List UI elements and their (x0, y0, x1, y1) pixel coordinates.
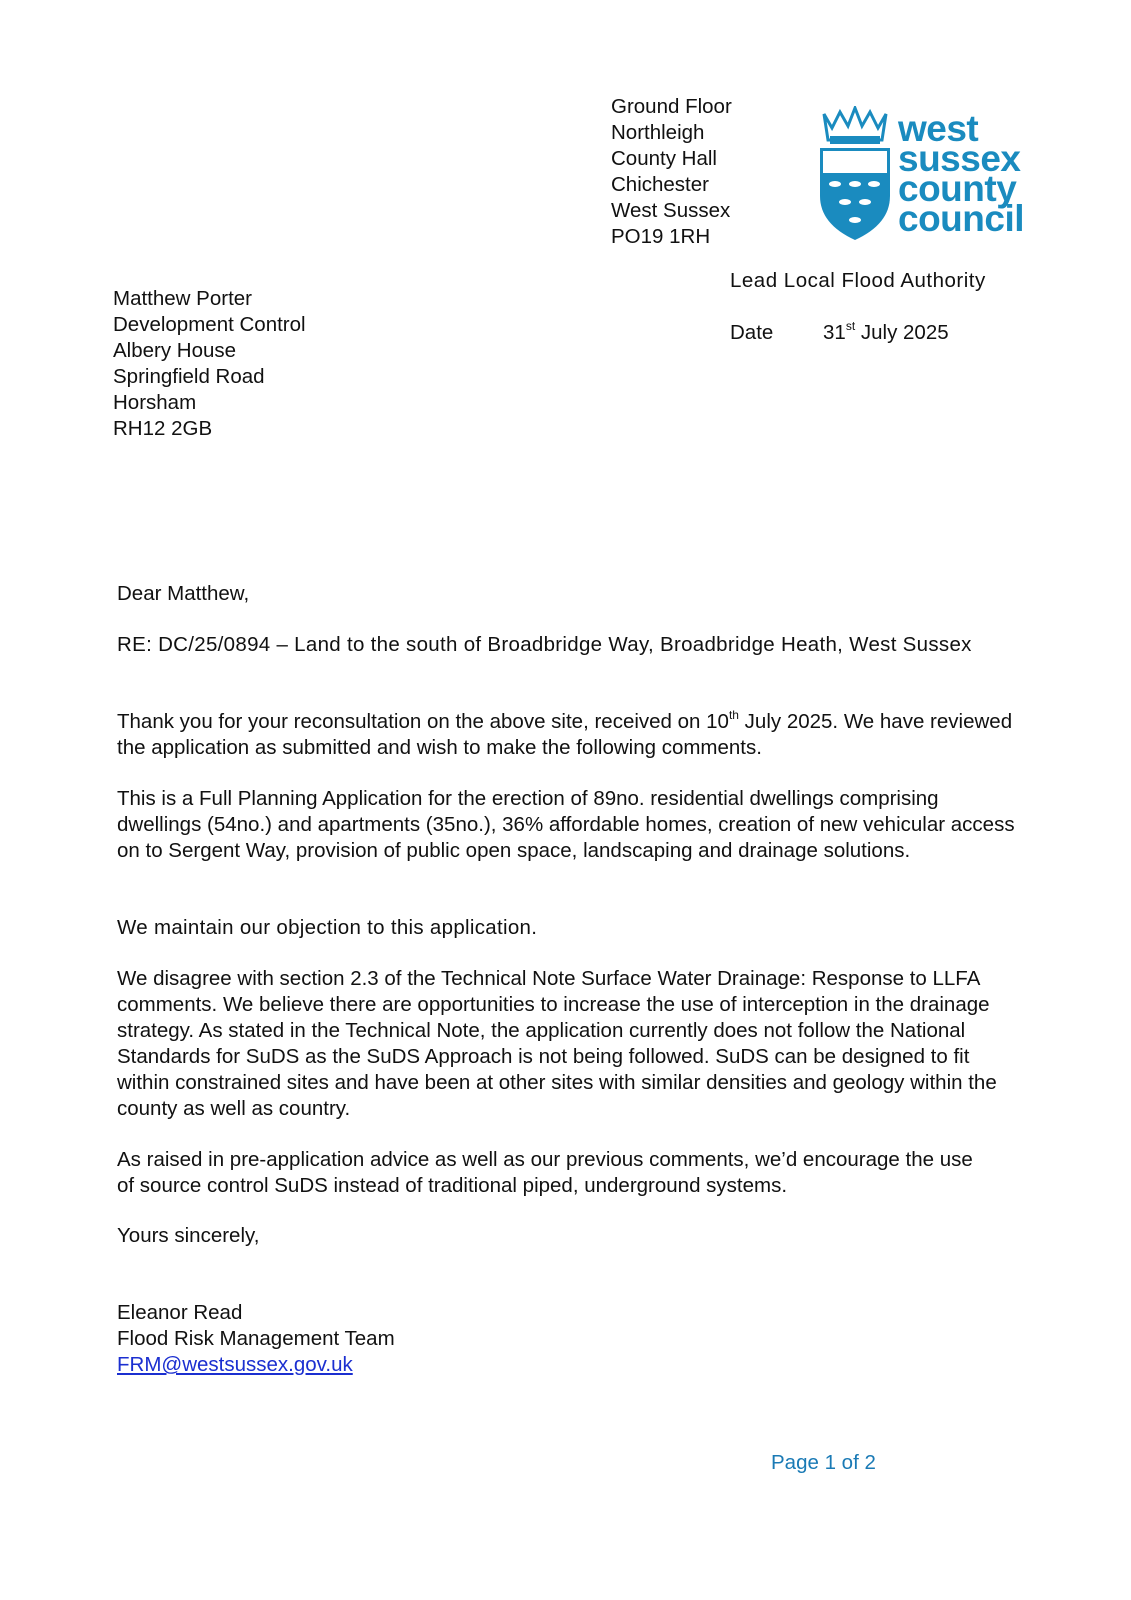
para-text: July 2025. We have reviewed the application as submitted and wish to make the following comments. (117, 710, 1013, 759)
para-sup: th (728, 708, 739, 722)
date-label: Date (730, 321, 774, 344)
salutation: Dear Matthew, (117, 582, 250, 605)
paragraph-disagreement: We disagree with section 2.3 of the Technical Note Surface Water Drainage: Response to LLFA comments. We believe there are opportunities to increase the use of interception in the drainage strategy. As stated in the Technical Note, the application currently does not follow the National Standards for SuDS as the SuDS Approach is not being followed. SuDS can be designed to fit within constrained sites and have been at other sites with similar densities and geology within the county as well as country. (117, 967, 997, 1120)
email-link[interactable]: FRM@westsussex.gov.uk (117, 1353, 353, 1376)
address-line: Ground Floor (611, 95, 732, 118)
logo-word: west (898, 108, 979, 149)
address-line: Horsham (113, 391, 197, 414)
address-line: Chichester (611, 173, 709, 196)
signature-block (117, 1300, 395, 1378)
date-rest: July 2025 (855, 321, 949, 344)
address-line: Matthew Porter (113, 287, 252, 310)
address-line: PO19 1RH (611, 225, 711, 248)
date-suffix: st (845, 319, 856, 333)
logo-word: sussex (898, 138, 1021, 179)
address-line: Albery House (113, 339, 237, 362)
subject-line: RE: DC/25/0894 – Land to the south of Broadbridge Way, Broadbridge Heath, West Sussex (117, 633, 972, 656)
department-name: Lead Local Flood Authority (730, 269, 986, 292)
address-line: Northleigh (611, 121, 705, 144)
signatory-team: Flood Risk Management Team (117, 1327, 395, 1350)
council-logo (818, 106, 1025, 249)
address-line: Development Control (113, 313, 306, 336)
sender-address (611, 94, 732, 250)
para-text: Thank you for your reconsultation on the above site, received on 10 (117, 710, 729, 733)
page-indicator: Page 1 of 2 (771, 1451, 876, 1474)
logo-word: county (898, 168, 1017, 209)
paragraph-reconsultation (117, 709, 1017, 761)
signatory-name: Eleanor Read (117, 1301, 243, 1324)
closing: Yours sincerely, (117, 1224, 260, 1247)
paragraph-objection: We maintain our objection to this application. (117, 916, 538, 939)
coat-of-arms-icon (818, 106, 892, 242)
address-line: West Sussex (611, 199, 731, 222)
logo-word: council (898, 198, 1025, 239)
letter-date (730, 320, 949, 346)
paragraph-encourage: As raised in pre-application advice as well as our previous comments, we’d encourage the use of source control SuDS instead of traditional piped, underground systems. (117, 1148, 973, 1197)
paragraph-application: This is a Full Planning Application for the erection of 89no. residential dwellings comprising dwellings (54no.) and apartments (35no.), 36% affordable homes, creation of new vehicular access on to Sergent Way, provision of public open space, landscaping and drainage solutions. (117, 787, 1015, 862)
address-line: County Hall (611, 147, 717, 170)
date-day: 31 (823, 321, 846, 344)
recipient-address (113, 286, 306, 442)
address-line: Springfield Road (113, 365, 265, 388)
logo-wordmark (898, 108, 1025, 239)
address-line: RH12 2GB (113, 417, 213, 440)
